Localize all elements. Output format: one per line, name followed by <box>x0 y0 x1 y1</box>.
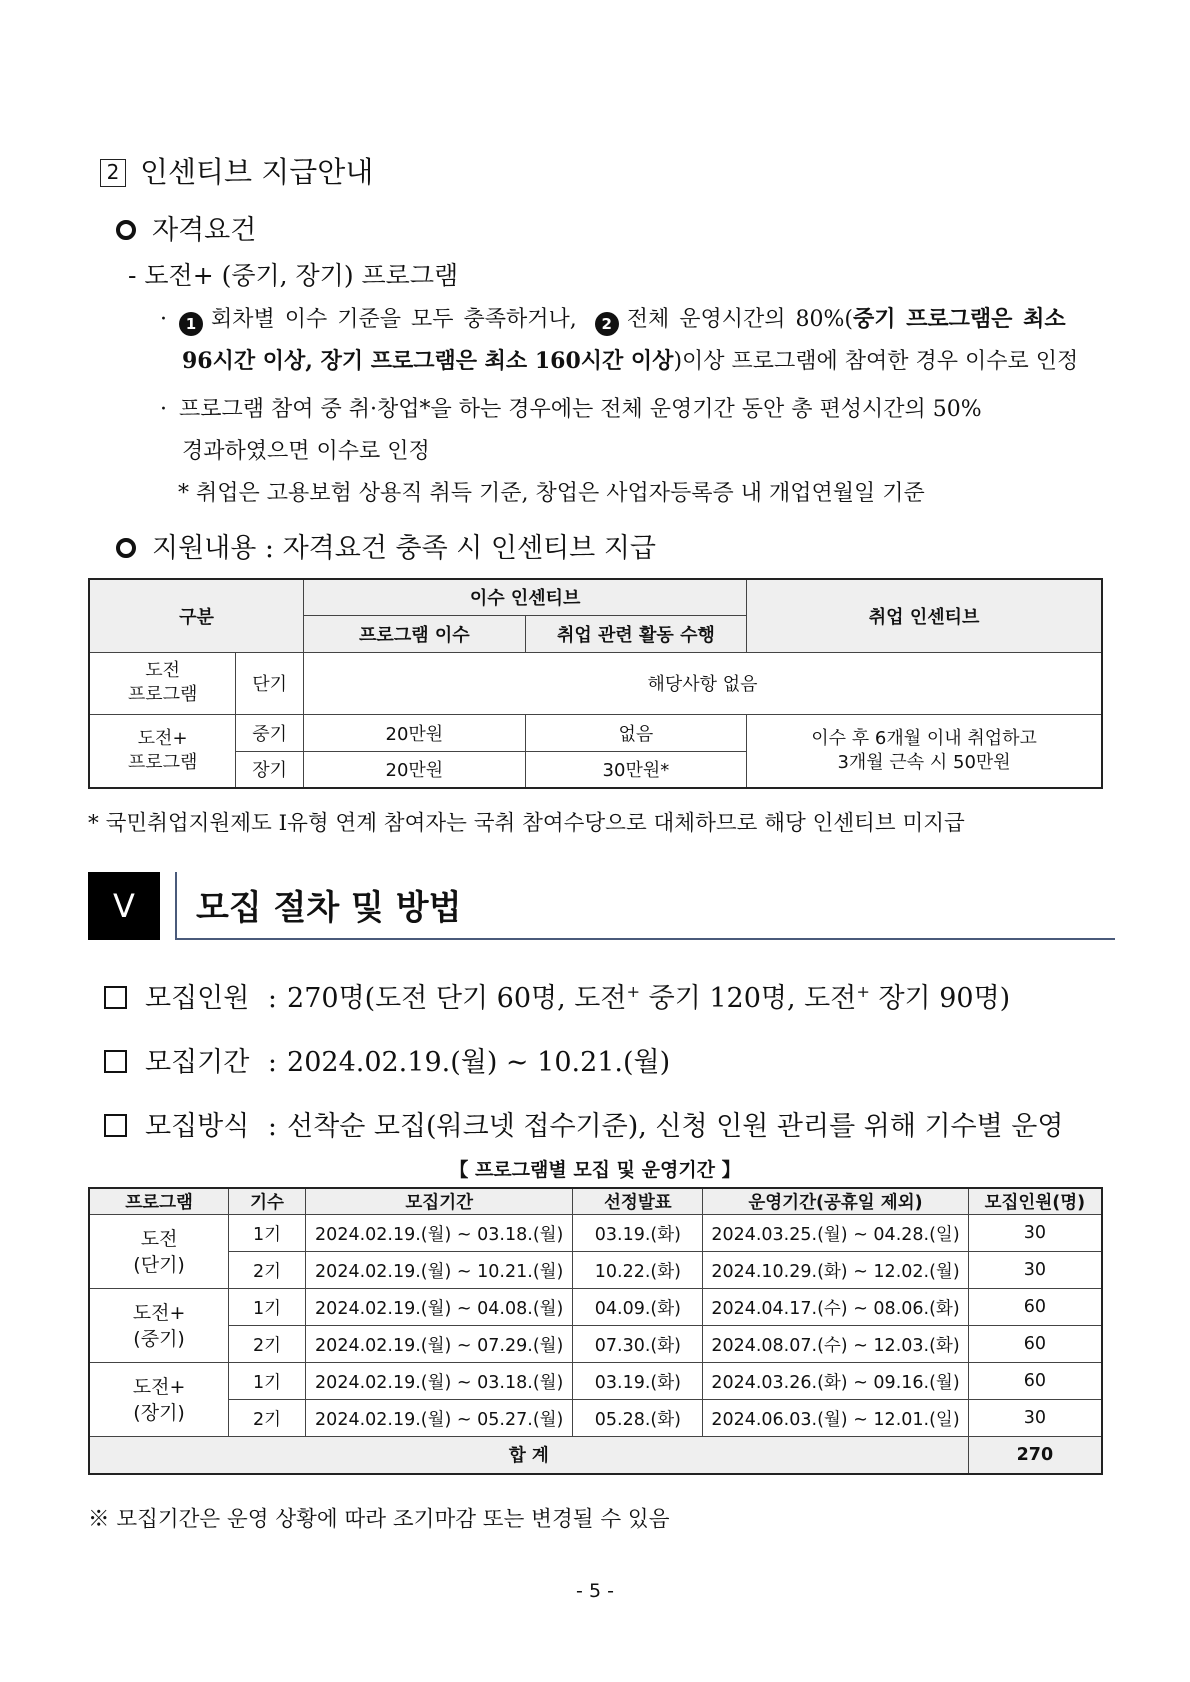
row-mid-term: 중기 <box>236 714 304 751</box>
square-bullet-icon <box>104 986 127 1009</box>
long-completion-value: 20만원 <box>304 751 526 788</box>
recruit-period-label: 모집기간 <box>145 1047 250 1078</box>
section-title-recruitment: 모집 절차 및 방법 <box>196 888 462 928</box>
support-heading <box>116 526 656 565</box>
program-name-cell: 도전+ (중기) <box>89 1289 229 1363</box>
recruit-cell: 2024.02.19.(월) ~ 03.18.(월) <box>305 1363 573 1400</box>
schedule-header-cell: 모집기간 <box>305 1188 573 1215</box>
count-cell: 60 <box>968 1326 1102 1363</box>
term-cell: 2기 <box>229 1252 306 1289</box>
header-category: 구분 <box>89 579 304 652</box>
recruit-method-label: 모집방식 <box>145 1111 250 1142</box>
announce-cell: 03.19.(화) <box>573 1215 703 1252</box>
schedule-table-caption: 【 프로그램별 모집 및 운영기간 】 <box>449 1159 741 1181</box>
schedule-header-cell: 기수 <box>229 1188 306 1215</box>
row-short-value: 해당사항 없음 <box>304 652 1102 714</box>
bullet-1-bold-b: 96시간 이상, 장기 프로그램은 최소 160시간 이상 <box>182 348 674 374</box>
announce-cell: 07.30.(화) <box>573 1326 703 1363</box>
row-dojeonplus-program: 도전+ 프로그램 <box>89 714 236 788</box>
bullet-dot: · <box>160 307 167 332</box>
operate-cell: 2024.10.29.(화) ~ 12.02.(월) <box>703 1252 969 1289</box>
section-badge: V <box>88 872 160 940</box>
employment-incentive-value: 이수 후 6개월 이내 취업하고 3개월 근속 시 50만원 <box>747 714 1102 788</box>
header-completion-incentive: 이수 인센티브 <box>304 579 747 615</box>
count-cell: 30 <box>968 1252 1102 1289</box>
term-cell: 1기 <box>229 1289 306 1326</box>
separator: : <box>267 1111 278 1142</box>
row-long-term: 장기 <box>236 751 304 788</box>
circle-bullet-icon <box>116 538 136 558</box>
recruit-cell: 2024.02.19.(월) ~ 10.21.(월) <box>305 1252 573 1289</box>
table-row <box>89 1289 1102 1326</box>
operate-cell: 2024.03.26.(화) ~ 09.16.(월) <box>703 1363 969 1400</box>
recruit-count-value-c: 장기 90명) <box>869 983 1011 1014</box>
recruit-count-label: 모집인원 <box>145 983 250 1014</box>
square-bullet-icon <box>104 1050 127 1073</box>
program-subheading: - 도전+ (중기, 장기) 프로그램 <box>128 261 459 290</box>
recruit-period-value: 2024.02.19.(월) ~ 10.21.(월) <box>287 1047 671 1078</box>
recruit-period-item <box>104 1040 670 1079</box>
qualification-bullet-1-line-1 <box>160 302 1110 336</box>
header-job-activity: 취업 관련 활동 수행 <box>525 615 747 652</box>
announce-cell: 05.28.(화) <box>573 1400 703 1437</box>
number-2-icon: 2 <box>595 312 619 336</box>
qualification-heading-text: 자격요건 <box>152 215 257 246</box>
operate-cell: 2024.03.25.(월) ~ 04.28.(일) <box>703 1215 969 1252</box>
recruit-cell: 2024.02.19.(월) ~ 04.08.(월) <box>305 1289 573 1326</box>
square-bullet-icon <box>104 1114 127 1137</box>
bullet-1-text-b: 전체 운영시간의 80%( <box>626 307 853 332</box>
recruit-method-value: 선착순 모집(워크넷 접수기준), 신청 인원 관리를 위해 기수별 운영 <box>287 1111 1064 1142</box>
bullet-1-text-c: )이상 프로그램에 참여한 경우 이수로 인정 <box>673 349 1079 374</box>
page-number: - 5 - <box>576 1580 614 1602</box>
incentive-footnote: * 국민취업지원제도 I유형 연계 참여자는 국취 참여수당으로 대체하므로 해당 인센티브 미지급 <box>88 811 965 836</box>
section-divider-vertical <box>175 872 177 940</box>
term-cell: 1기 <box>229 1363 306 1400</box>
operate-cell: 2024.04.17.(수) ~ 08.06.(화) <box>703 1289 969 1326</box>
schedule-header-cell: 프로그램 <box>89 1188 229 1215</box>
bullet-1-bold-a: 중기 프로그램은 최소 <box>852 306 1066 332</box>
recruit-cell: 2024.02.19.(월) ~ 05.27.(월) <box>305 1400 573 1437</box>
total-value: 270 <box>968 1437 1102 1474</box>
term-cell: 2기 <box>229 1400 306 1437</box>
incentive-table <box>88 578 1103 789</box>
number-1-icon: 1 <box>179 312 203 336</box>
recruit-method-item <box>104 1104 1063 1143</box>
operate-cell: 2024.08.07.(수) ~ 12.03.(화) <box>703 1326 969 1363</box>
recruit-count-item <box>104 976 1010 1015</box>
count-cell: 30 <box>968 1215 1102 1252</box>
circle-bullet-icon <box>116 220 136 240</box>
term-cell: 1기 <box>229 1215 306 1252</box>
bullet-1-text-a: 회차별 이수 기준을 모두 충족하거나, <box>211 307 577 332</box>
announce-cell: 04.09.(화) <box>573 1289 703 1326</box>
mid-completion-value: 20만원 <box>304 714 526 751</box>
count-cell: 60 <box>968 1363 1102 1400</box>
table-row <box>89 1215 1102 1252</box>
recruit-cell: 2024.02.19.(월) ~ 07.29.(월) <box>305 1326 573 1363</box>
header-program-completion: 프로그램 이수 <box>304 615 526 652</box>
bullet-dot: · <box>160 397 167 422</box>
qualification-bullet-1-line-2 <box>182 344 1078 375</box>
recruit-cell: 2024.02.19.(월) ~ 03.18.(월) <box>305 1215 573 1252</box>
count-cell: 30 <box>968 1400 1102 1437</box>
announce-cell: 03.19.(화) <box>573 1363 703 1400</box>
total-label: 합 계 <box>89 1437 968 1474</box>
table-row <box>89 1326 1102 1363</box>
qualification-bullet-2-line-1 <box>160 392 982 423</box>
operate-cell: 2024.06.03.(월) ~ 12.01.(일) <box>703 1400 969 1437</box>
total-row <box>89 1437 1102 1474</box>
qualification-note: * 취업은 고용보험 상용직 취득 기준, 창업은 사업자등록증 내 개업연월일 기준 <box>178 481 925 506</box>
plus-superscript: + <box>856 982 870 1001</box>
table-row <box>89 1252 1102 1289</box>
section-title: 인센티브 지급안내 <box>140 155 374 189</box>
support-heading-text: 지원내용 : 자격요건 충족 시 인센티브 지급 <box>152 533 656 564</box>
schedule-header-cell: 운영기간(공휴일 제외) <box>703 1188 969 1215</box>
table-row <box>89 1363 1102 1400</box>
row-dojeon-program: 도전 프로그램 <box>89 652 236 714</box>
row-short-term: 단기 <box>236 652 304 714</box>
table-row <box>89 1400 1102 1437</box>
separator: : <box>267 983 278 1014</box>
program-name-cell: 도전+ (장기) <box>89 1363 229 1437</box>
qualification-bullet-2-line-2: 경과하였으면 이수로 인정 <box>182 439 430 464</box>
separator: : <box>267 1047 278 1078</box>
schedule-note: ※ 모집기간은 운영 상황에 따라 조기마감 또는 변경될 수 있음 <box>88 1507 670 1532</box>
schedule-table <box>88 1187 1103 1475</box>
announce-cell: 10.22.(화) <box>573 1252 703 1289</box>
section-divider-underline <box>175 938 1115 940</box>
plus-superscript: + <box>626 982 641 1001</box>
recruit-count-value-a: 270명(도전 단기 60명, 도전 <box>287 983 627 1014</box>
recruit-count-value-b: 중기 120명, 도전 <box>640 983 857 1014</box>
schedule-header-cell: 선정발표 <box>573 1188 703 1215</box>
section-heading-incentive <box>100 150 373 191</box>
schedule-header-row <box>89 1188 1102 1215</box>
term-cell: 2기 <box>229 1326 306 1363</box>
schedule-header-cell: 모집인원(명) <box>968 1188 1102 1215</box>
count-cell: 60 <box>968 1289 1102 1326</box>
qualification-heading <box>116 208 256 247</box>
long-activity-value: 30만원* <box>525 751 747 788</box>
header-employment-incentive: 취업 인센티브 <box>747 579 1102 652</box>
bullet-2-text-a: 프로그램 참여 중 취·창업*을 하는 경우에는 전체 운영기간 동안 총 편성시간의 50% <box>179 397 982 422</box>
mid-activity-value: 없음 <box>525 714 747 751</box>
section-number-box: 2 <box>100 159 126 187</box>
program-name-cell: 도전 (단기) <box>89 1215 229 1289</box>
